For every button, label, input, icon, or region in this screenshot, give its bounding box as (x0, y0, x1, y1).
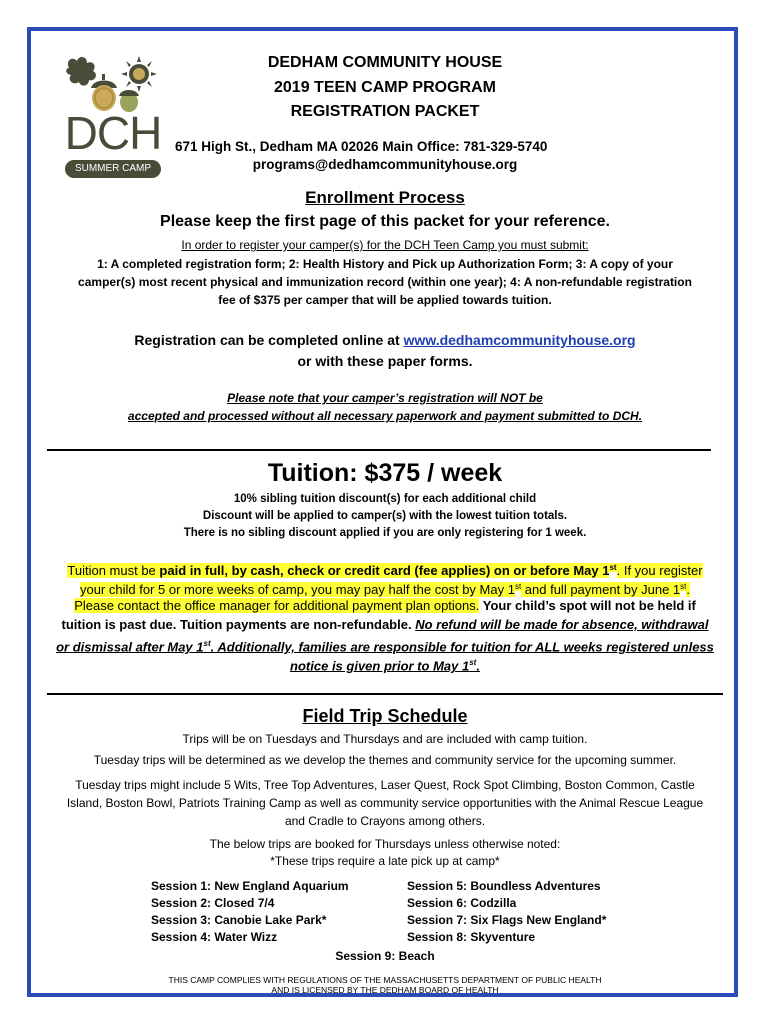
header-title-2: 2019 TEEN CAMP PROGRAM (274, 79, 496, 96)
header-email: programs@dedhamcommunityhouse.org (252, 157, 518, 172)
logo-tag: SUMMER CAMP (65, 160, 161, 178)
field-trip-line-3b: Island, Boston Bowl, Patriots Training Camp as well as community service opportunities with the Animal Rescue League (66, 796, 704, 810)
note-line-1: Please note that your camper’s registration will NOT be (227, 391, 543, 405)
tuition-p5-sup: st (203, 639, 211, 648)
registration-online (40, 331, 730, 350)
tuition-p2-b: and full payment by June 1 (521, 582, 681, 598)
tuition-p5-a: or dismissal after May 1 (56, 639, 204, 655)
field-trip-heading: Field Trip Schedule (302, 706, 468, 726)
registration-online-prefix: Registration can be completed online at (134, 332, 404, 348)
session-item: Session 3: Canobie Lake Park* (151, 913, 327, 927)
logo-letters: DCH (64, 107, 162, 159)
website-link[interactable]: www.dedhamcommunityhouse.org (403, 332, 636, 348)
enrollment-intro: In order to register your camper(s) for the DCH Teen Camp you must submit: (181, 238, 589, 252)
tuition-p6-b: . (476, 658, 480, 674)
tuition-para-6 (30, 654, 740, 675)
acorn-sun-icon (63, 52, 163, 114)
footer-line-1: THIS CAMP COMPLIES WITH REGULATIONS OF THE MASSACHUSETTS DEPARTMENT OF PUBLIC HEALTH (168, 975, 602, 985)
tuition-p2-sup2: st (680, 582, 687, 591)
session-item: Session 6: Codzilla (407, 896, 517, 910)
enrollment-list-1: 1: A completed registration form; 2: Health History and Pick up Authorization Form; 3: A copy of your (97, 257, 673, 271)
session-last: Session 9: Beach (335, 949, 435, 963)
tuition-p1-b: paid in full, by cash, check or credit card (fee applies) on or before May 1 (159, 563, 610, 579)
tuition-p1-sup: st (609, 563, 617, 572)
session-item: Session 2: Closed 7/4 (151, 896, 275, 910)
tuition-para-3 (30, 597, 740, 615)
tuition-line-2: Discount will be applied to camper(s) with the lowest tuition totals. (202, 510, 568, 522)
enrollment-list-2: camper(s) most recent physical and immunization record (within one year); 4: A non-refundable registration (78, 275, 692, 289)
tuition-p2-c: . (686, 582, 691, 598)
field-trip-line-4: The below trips are booked for Thursdays unless otherwise noted: (209, 837, 561, 851)
divider-2 (47, 693, 723, 695)
tuition-p5-b: . Additionally, families are responsible for tuition for ALL weeks registered unless (210, 639, 714, 655)
field-trip-line-2: Tuesday trips will be determined as we develop the themes and community service for the upcoming summer. (93, 753, 677, 767)
tuition-heading: Tuition: $375 / week (267, 459, 503, 487)
tuition-p6-a: notice is given prior to May 1 (290, 658, 470, 674)
footer-line-2: AND IS LICENSED BY THE DEDHAM BOARD OF HEALTH (271, 985, 499, 995)
dch-logo (63, 52, 163, 178)
field-trip-line-1: Trips will be on Tuesdays and Thursdays and are included with camp tuition. (182, 732, 588, 746)
tuition-line-1: 10% sibling tuition discount(s) for each additional child (233, 493, 537, 505)
header-address: 671 High St., Dedham MA 02026 Main Office: 781-329-5740 (175, 139, 548, 154)
note-line-2: accepted and processed without all necessary paperwork and payment submitted to DCH. (127, 409, 643, 423)
field-trip-line-3c: and Cradle to Crayons among others. (284, 814, 486, 828)
divider-1 (47, 449, 711, 451)
header-title-1: DEDHAM COMMUNITY HOUSE (267, 54, 503, 71)
session-item: Session 5: Boundless Adventures (407, 879, 601, 893)
session-item: Session 7: Six Flags New England* (407, 913, 607, 927)
header-title-3: REGISTRATION PACKET (290, 103, 480, 120)
session-list-left (151, 879, 349, 947)
tuition-p2-sup1: st (514, 582, 522, 591)
session-list-right (407, 879, 606, 947)
tuition-p3-a: Please contact the office manager for additional payment plan options. (74, 598, 480, 613)
enrollment-keep-page: Please keep the first page of this packet for your reference. (160, 213, 610, 230)
tuition-p6-sup: st (469, 658, 477, 667)
tuition-p1-a: Tuition must be (67, 563, 160, 579)
tuition-para-4 (30, 616, 740, 634)
enrollment-list-3: fee of $375 per camper that will be applied towards tuition. (218, 293, 552, 307)
tuition-line-3: There is no sibling discount applied if you are only registering for 1 week. (183, 527, 587, 539)
field-trip-line-5: *These trips require a late pick up at camp* (270, 854, 500, 868)
enrollment-heading: Enrollment Process (305, 188, 465, 207)
tuition-p3-b: Your child’s spot will not be held if (479, 598, 696, 613)
session-item: Session 1: New England Aquarium (151, 879, 349, 893)
field-trip-line-3a: Tuesday trips might include 5 Wits, Tree Top Adventures, Laser Quest, Rock Spot Climbing, Boston Common, Castle (75, 778, 695, 792)
tuition-p4-b: No refund will be made for absence, withdrawal (415, 617, 709, 632)
session-item: Session 4: Water Wizz (151, 930, 278, 944)
registration-paper: or with these paper forms. (297, 353, 473, 369)
session-item: Session 8: Skyventure (407, 930, 536, 944)
tuition-p2-a: your child for 5 or more weeks of camp, you may pay half the cost by May 1 (79, 582, 515, 598)
tuition-p4-a: tuition is past due. Tuition payments are non-refundable. (61, 617, 416, 632)
tuition-p1-c: . If you register (616, 563, 703, 579)
